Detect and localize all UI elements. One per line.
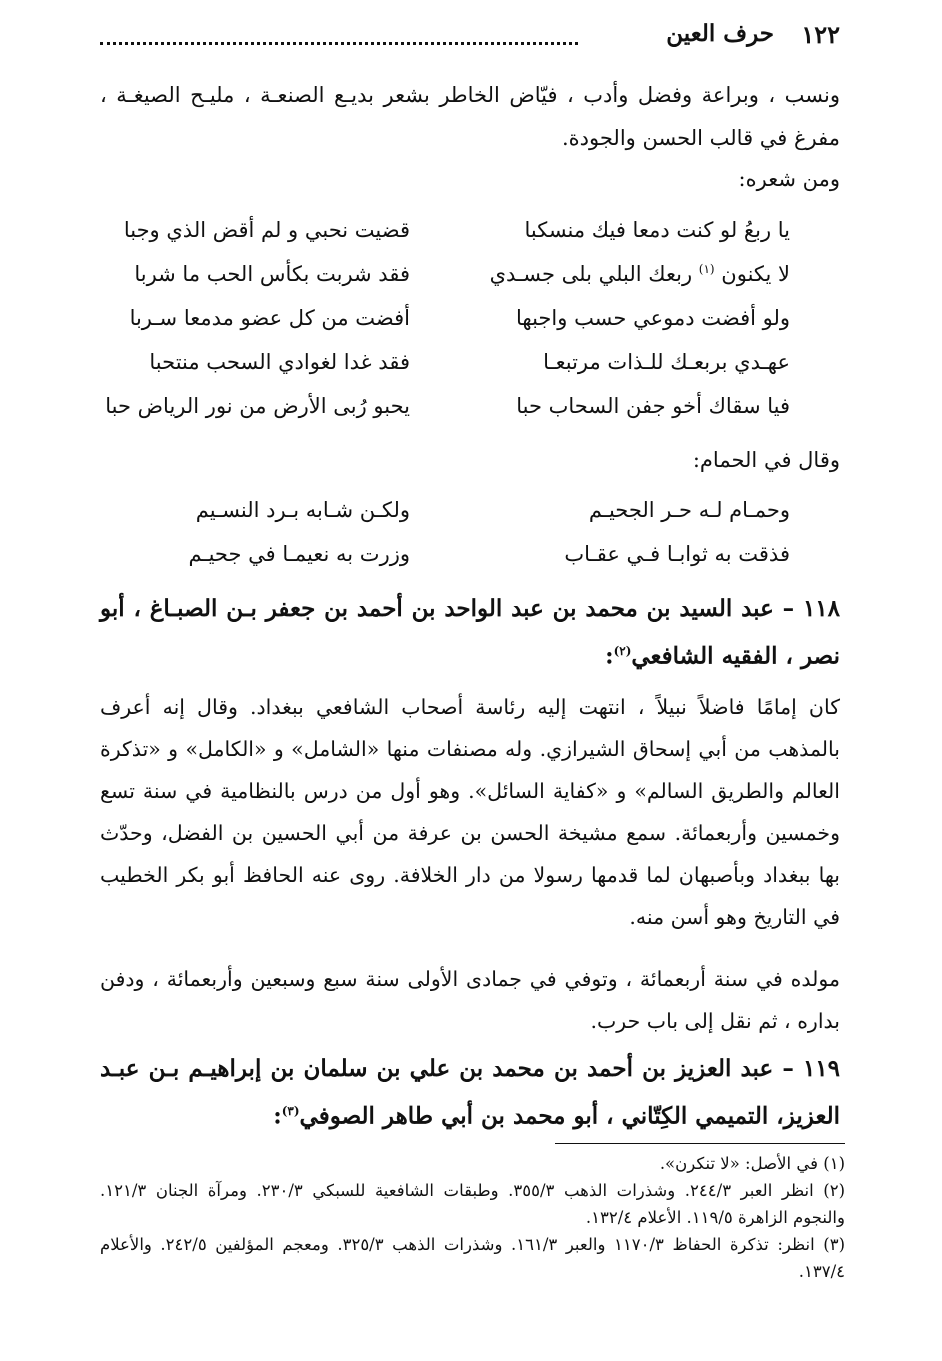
verse-second-hemistich: فقد شربت بكأس الحب ما شربا bbox=[134, 262, 410, 286]
verse-second-hemistich: ولكـن شـابه بـرد النسـيم bbox=[195, 498, 410, 522]
footnote-3: (٣) انظر: تذكرة الحفاظ ١١٧٠/٣ والعبر ١٦١/٣. وشذرات الذهب ٣٢٥/٣. ومعجم المؤلفين ٢٤٢/٥. والأعلام ١٣٧/٤. bbox=[100, 1235, 845, 1281]
verse-text: لا يكنون bbox=[721, 262, 790, 286]
chapter-title: حرف العين bbox=[666, 20, 774, 47]
entry-118-heading bbox=[100, 588, 840, 678]
header-dotted-leader bbox=[100, 42, 578, 45]
verse-second-hemistich: يحبو رُبى الأرض من نور الرياض حبا bbox=[105, 394, 410, 418]
verse-first-hemistich: ولو أفضت دموعي حسب واجبها bbox=[516, 306, 790, 330]
entry-118-biography: كان إمامًا فاضلاً نبيلاً ، انتهت إليه رئاسة أصحاب الشافعي ببغداد. وقال إنه أعرف بالمذهب من أبي إسحاق الشيرازي. وله مصنفات منها «الشامل» و «الكامل» و «تذكرة العالم والطريق السالم» و «كفاية السائل». وهو أول من درس بالنظامية في سنة تسع وخمسين وأربعمائة. سمع مشيخة الحسن بن عرفة من أبي الحسين بن الفضل، وحدّث بها ببغداد وبأصبهان لما قدمها رسولا من دار الخلافة. روى عنه الحافظ أبو بكر الخطيب في التاريخ وهو أسن منه. bbox=[100, 695, 840, 929]
verse-second-hemistich: أفضت من كل عضو مدمعا سـربا bbox=[129, 306, 410, 330]
poem-verse bbox=[100, 262, 790, 302]
verse-second-hemistich: فقد غدا لغوادي السحب منتحبا bbox=[149, 350, 410, 374]
entry-title-text: ١١٨ – عبد السيد بن محمد بن عبد الواحد بن أحمد بن جعفر بـن الصبـاغ ، أبو نصر ، الفقيه الشافعي bbox=[100, 595, 840, 670]
hammam-poem-label: وقال في الحمام: bbox=[692, 448, 840, 472]
intro-paragraph: ونسب ، وبراعة وفضل وأدب ، فيّاض الخاطر بشعر بديـع الصنعـة ، مليـح الصيغـة ، مفرغ في قالب الحسن والجودة. bbox=[100, 83, 840, 150]
verse-first-hemistich: فيا سقاك أخو جفن السحاب حبا bbox=[516, 394, 790, 418]
hammam-verse bbox=[100, 542, 790, 582]
footnotes bbox=[100, 1150, 845, 1285]
poem-verse bbox=[100, 350, 790, 390]
footnote-2: (٢) انظر العبر ٢٤٤/٣. وشذرات الذهب ٣٥٥/٣. وطبقات الشافعية للسبكي ٢٣٠/٣. ومرآة الجنان ١٢١/٣. والنجوم الزاهرة ١١٩/٥. الأعلام ١٣٢/٤. bbox=[100, 1181, 845, 1227]
page-number: ١٢٢ bbox=[801, 20, 840, 49]
entry-title-text: ١١٩ – عبد العزيز بن أحمد بن محمد بن علي بن سلمان بن إبراهيـم بـن عبـد العزيز، التميمي الكِتّاني ، أبو محمد بن أبي طاهر الصوفي bbox=[100, 1055, 840, 1130]
poem-verse bbox=[100, 394, 790, 434]
verse-text: ربعك البلي بلى جسـدي bbox=[489, 262, 699, 286]
verse-first-hemistich: عهـدي بربعـك للـذات مرتبعـا bbox=[543, 350, 790, 374]
hammam-verse bbox=[100, 498, 790, 538]
entry-119-heading bbox=[100, 1048, 840, 1138]
verse-second-hemistich: وزرت به نعيمـا في جحيـم bbox=[188, 542, 410, 566]
entry-title-colon: : bbox=[605, 642, 614, 670]
entry-title-colon: : bbox=[273, 1102, 282, 1130]
verse-second-hemistich: قضيت نحبي و لم أقض الذي وجبا bbox=[123, 218, 410, 242]
verse-first-hemistich bbox=[490, 262, 790, 286]
verse-first-hemistich: يا ربعُ لو كنت دمعا فيك منسكبا bbox=[524, 218, 790, 242]
verse-first-hemistich: فذقت به ثوابـا فـي عقـاب bbox=[564, 542, 790, 566]
footnote-marker: (١) bbox=[698, 262, 715, 276]
poem-verse bbox=[100, 218, 790, 258]
footnote-marker: (٣) bbox=[281, 1104, 300, 1118]
verse-first-hemistich: وحمـام لـه حـر الجحيـم bbox=[588, 498, 790, 522]
page-header bbox=[100, 18, 840, 60]
entry-118-death-notice: مولده في سنة أربعمائة ، وتوفي في جمادى الأولى سنة سبع وسبعين وأربعمائة ، ودفن بداره ، ثم نقل إلى باب حرب. bbox=[100, 967, 840, 1033]
footnote-1: (١) في الأصل: «لا تنكرن». bbox=[659, 1154, 845, 1173]
poem-verse bbox=[100, 306, 790, 346]
footnote-separator bbox=[555, 1143, 845, 1144]
poem-label: ومن شعره: bbox=[738, 167, 840, 191]
footnote-marker: (٢) bbox=[613, 644, 632, 658]
